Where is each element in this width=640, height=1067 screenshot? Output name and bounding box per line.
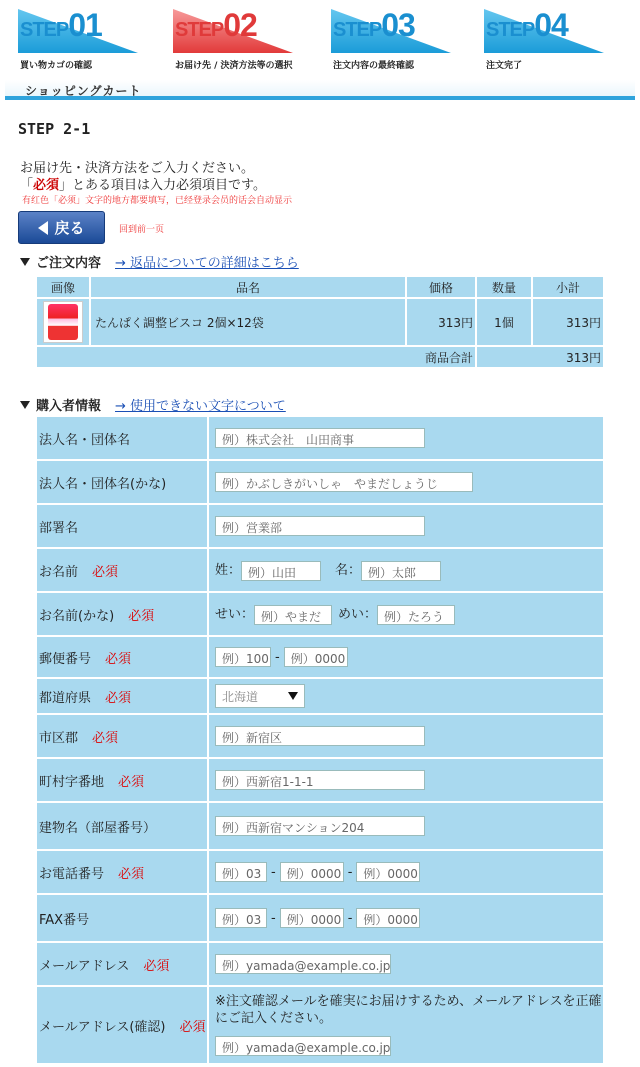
company-label: 法人名・団体名 [37, 417, 207, 459]
tel1-input[interactable]: 例）03 [215, 862, 267, 882]
dept-label: 部署名 [37, 505, 207, 547]
last-name-input[interactable]: 例）山田 [241, 561, 321, 581]
email-confirm-input[interactable]: 例）yamada@example.co.jp [215, 1036, 391, 1056]
building-label: 建物名（部屋番号） [37, 803, 207, 849]
fax1-input[interactable]: 例）03 [215, 908, 267, 928]
first-name-kana-input[interactable]: 例）たろう [377, 605, 455, 625]
order-section-title: ご注文内容 → 返品についての詳細はこちら [20, 252, 299, 271]
email-confirm-label: メールアドレス(確認) 必須 [37, 987, 207, 1063]
city-input[interactable]: 例）新宿区 [215, 726, 425, 746]
back-button[interactable]: 戻る [18, 211, 105, 244]
email-label: メールアドレス 必須 [37, 943, 207, 985]
order-table [35, 275, 605, 369]
name-kana-label: お名前(かな) 必須 [37, 593, 207, 635]
company-kana-label: 法人名・団体名(かな) [37, 461, 207, 503]
product-qty: 1個 [477, 299, 531, 345]
step-01: STEP01 買い物カゴの確認 [18, 5, 158, 75]
step-03-label: 注文内容の最終確認 [333, 61, 415, 71]
name-label: お名前 必須 [37, 549, 207, 591]
fax3-input[interactable]: 例）0000 [356, 908, 420, 928]
tel-label: お電話番号 必須 [37, 851, 207, 893]
product-subtotal: 313円 [533, 299, 603, 345]
pref-label: 都道府県 必須 [37, 679, 207, 713]
prefecture-select[interactable]: 北海道 [215, 684, 305, 708]
dropdown-arrow-icon [288, 692, 298, 700]
step-02-label: お届け先 / 決済方法等の選択 [175, 61, 293, 71]
fax2-input[interactable]: 例）0000 [280, 908, 344, 928]
col-price: 価格 [407, 277, 475, 297]
company-kana-input[interactable]: 例）かぶしきがいしゃ やまだしょうじ [215, 472, 473, 492]
col-qty: 数量 [477, 277, 531, 297]
arrow-left-icon [38, 221, 48, 235]
tel2-input[interactable]: 例）0000 [280, 862, 344, 882]
required-note: 「必須」とある項目は入力必須項目です。 [20, 178, 266, 193]
col-name: 品名 [91, 277, 405, 297]
email-confirm-note: ※注文確認メールを確実にお届けするため、メールアドレスを正確にご記入ください。 [215, 993, 602, 1026]
triangle-down-icon [20, 401, 30, 409]
total-label: 商品合計 [37, 347, 475, 367]
required-note-chinese: 有红色「必须」文字的地方都要填写，已经登录会员的话会自动显示 [22, 196, 293, 206]
zip1-input[interactable]: 例）100 [215, 647, 271, 667]
town-input[interactable]: 例）西新宿1-1-1 [215, 770, 425, 790]
product-image [43, 301, 83, 343]
step-progress [18, 5, 638, 75]
intro-text: お届け先・決済方法をご入力ください。 [20, 161, 255, 176]
dept-input[interactable]: 例）営業部 [215, 516, 425, 536]
buyer-form: 法人名・団体名 例）株式会社 山田商事 法人名・団体名(かな) 例）かぶしきがいしゃ やまだしょうじ 部署名 例）営業部 お名前 必須 姓： 例）山田 名： 例）太郎 お名前(かな) 必須 せい： 例）やまだ めい： 例）たろう 郵便番号 必須 例）100 - 例）0000 都道府県 必須 北海道 市区郡 必須 例）新宿区 町村字番地 必須 例）西新宿1-1-1 建物名（部屋番号） 例）西新宿マンション204 お電話番号 必須 例）03 - 例）0000 - 例）0000 FAX番号 例）03 - 例）0000 - 例）0000 メールアドレス 必須 例）yamada@example.co.jp メールアドレス(確認) 必須 ※注文確認メールを確実にお届けするため、メールアドレスを正確にご記入ください。 例）yamada@example.co.jp [35, 415, 605, 1065]
zip-label: 郵便番号 必須 [37, 637, 207, 677]
last-name-kana-input[interactable]: 例）やまだ [254, 605, 332, 625]
zip2-input[interactable]: 例）0000 [284, 647, 348, 667]
page-title: STEP 2-1 [18, 120, 91, 138]
step-04: STEP04 注文完了 [484, 5, 624, 75]
fax-label: FAX番号 [37, 895, 207, 941]
cart-header-bar [5, 80, 635, 100]
first-name-input[interactable]: 例）太郎 [361, 561, 441, 581]
triangle-down-icon [20, 258, 30, 266]
cart-header-title: ショッピングカート [25, 84, 142, 98]
city-label: 市区郡 必須 [37, 715, 207, 757]
back-note: 回到前一页 [119, 225, 165, 235]
product-name: たんぱく調整ビスコ 2個×12袋 [91, 299, 405, 345]
product-price: 313円 [407, 299, 475, 345]
invalid-chars-link[interactable]: → 使用できない文字について [115, 399, 286, 414]
company-input[interactable]: 例）株式会社 山田商事 [215, 428, 425, 448]
tel3-input[interactable]: 例）0000 [356, 862, 420, 882]
step-04-label: 注文完了 [486, 61, 523, 71]
buyer-section-title: 購入者情報 → 使用できない文字について [20, 395, 286, 414]
step-01-label: 買い物カゴの確認 [20, 61, 93, 71]
email-input[interactable]: 例）yamada@example.co.jp [215, 954, 391, 974]
col-image: 画像 [37, 277, 89, 297]
town-label: 町村字番地 必須 [37, 759, 207, 801]
building-input[interactable]: 例）西新宿マンション204 [215, 816, 425, 836]
step-03: STEP03 注文内容の最終確認 [331, 5, 471, 75]
col-subtotal: 小計 [533, 277, 603, 297]
table-row [37, 299, 603, 345]
step-02: STEP02 お届け先 / 決済方法等の選択 [175, 7, 293, 71]
total-value: 313円 [477, 347, 603, 367]
returns-info-link[interactable]: → 返品についての詳細はこちら [115, 256, 299, 271]
